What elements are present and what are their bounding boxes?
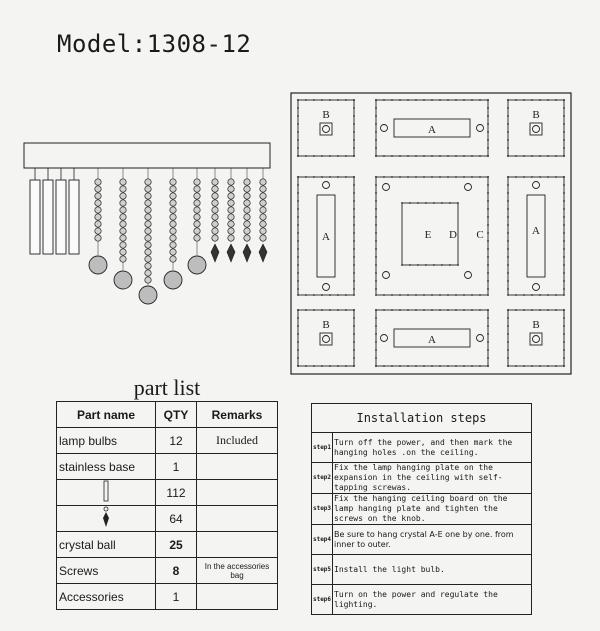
crystal-bead — [170, 207, 176, 213]
crystal-bead — [260, 221, 266, 227]
table-row — [57, 558, 278, 584]
part-qty: 64 — [156, 506, 197, 532]
crystal-bead — [145, 200, 151, 206]
part-qty: 8 — [156, 558, 197, 584]
crystal-bead — [194, 221, 200, 227]
part-name: lamp bulbs — [57, 428, 156, 454]
crystal-bead — [170, 235, 176, 241]
installation-steps-title: Installation steps — [312, 404, 532, 433]
step-text: Turn on the power and regulate the lighting. — [333, 585, 532, 615]
crystal-bead — [145, 221, 151, 227]
label-d: D — [449, 229, 457, 241]
mounting-hole — [323, 284, 330, 291]
crystal-ball — [139, 286, 157, 304]
crystal-bead — [95, 214, 101, 220]
crystal-bead — [95, 207, 101, 213]
crystal-bead — [145, 256, 151, 262]
table-row — [57, 532, 278, 558]
crystal-bead — [145, 270, 151, 276]
crystal-bead — [244, 207, 250, 213]
crystal-bead — [194, 200, 200, 206]
crystal-bead — [95, 235, 101, 241]
crystal-bead — [194, 235, 200, 241]
crystal-bead — [260, 193, 266, 199]
crystal-bead — [145, 179, 151, 185]
part-remarks — [197, 584, 278, 610]
crystal-bead — [120, 193, 126, 199]
crystal-ball — [164, 271, 182, 289]
ceiling-layout-diagram — [290, 92, 572, 375]
table-row — [57, 454, 278, 480]
step-number: step4 — [312, 525, 333, 555]
crystal-bead — [120, 249, 126, 255]
crystal-bead — [194, 228, 200, 234]
crystal-bead — [194, 193, 200, 199]
step-text: Install the light bulb. — [333, 555, 532, 585]
crystal-drop — [243, 244, 251, 262]
mounting-hole — [533, 126, 540, 133]
crystal-bead — [212, 179, 218, 185]
crystal-bar — [43, 180, 53, 254]
crystal-bead — [194, 207, 200, 213]
crystal-bead — [194, 214, 200, 220]
crystal-bead — [228, 186, 234, 192]
crystal-bead — [120, 186, 126, 192]
mounting-hole — [477, 125, 484, 132]
mounting-hole — [323, 126, 330, 133]
crystal-bead — [228, 207, 234, 213]
crystal-bead — [194, 186, 200, 192]
part-qty: 1 — [156, 584, 197, 610]
col-remarks: Remarks — [197, 402, 278, 428]
label-a: A — [428, 124, 436, 136]
crystal-bead — [120, 242, 126, 248]
mounting-hole — [533, 182, 540, 189]
crystal-bead — [95, 200, 101, 206]
step-number: step6 — [312, 585, 333, 615]
crystal-bead — [228, 179, 234, 185]
crystal-drop — [211, 244, 219, 262]
label-e: E — [424, 229, 432, 241]
crystal-bead — [244, 200, 250, 206]
label-c: C — [476, 229, 484, 241]
part-list-table — [56, 401, 278, 610]
crystal-strands — [30, 168, 267, 304]
col-part-name: Part name — [57, 402, 156, 428]
part-qty: 112 — [156, 480, 197, 506]
table-row — [57, 428, 278, 454]
crystal-bead — [170, 214, 176, 220]
crystal-bead — [170, 256, 176, 262]
label-a: A — [322, 231, 330, 243]
crystal-bead — [228, 200, 234, 206]
crystal-bead — [145, 207, 151, 213]
crystal-bead — [212, 186, 218, 192]
part-remarks: Included — [197, 428, 278, 454]
crystal-bead — [120, 256, 126, 262]
crystal-bead — [260, 235, 266, 241]
part-qty: 12 — [156, 428, 197, 454]
step-text: Fix the lamp hanging plate on the expansion in the ceiling with self-tapping screwas. — [333, 463, 532, 494]
part-remarks: In the accessories bag — [197, 558, 278, 584]
crystal-bead — [170, 193, 176, 199]
crystal-bead — [244, 193, 250, 199]
crystal-bar-icon — [57, 480, 156, 506]
part-name: crystal ball — [57, 532, 156, 558]
crystal-bar — [56, 180, 66, 254]
crystal-drop — [259, 244, 267, 262]
installation-steps — [311, 403, 532, 609]
part-remarks — [197, 506, 278, 532]
label-b: B — [532, 109, 540, 121]
label-a: A — [532, 225, 540, 237]
part-name: stainless base — [57, 454, 156, 480]
crystal-bead — [95, 193, 101, 199]
crystal-bead — [120, 214, 126, 220]
step-text: Be sure to hang crystal A-E one by one. from inner to outer. — [333, 525, 532, 555]
crystal-bead — [170, 200, 176, 206]
crystal-bead — [228, 228, 234, 234]
crystal-bead — [95, 221, 101, 227]
crystal-bead — [145, 193, 151, 199]
crystal-bead — [145, 242, 151, 248]
crystal-bead — [228, 221, 234, 227]
part-remarks — [197, 454, 278, 480]
crystal-bead — [145, 263, 151, 269]
crystal-bead — [244, 221, 250, 227]
crystal-bead — [260, 214, 266, 220]
crystal-bead — [145, 235, 151, 241]
crystal-bead — [228, 193, 234, 199]
crystal-bar — [69, 180, 79, 254]
crystal-bead — [260, 179, 266, 185]
mounting-hole — [383, 184, 390, 191]
crystal-ball — [188, 256, 206, 274]
crystal-bead — [120, 179, 126, 185]
crystal-bead — [244, 214, 250, 220]
crystal-bead — [170, 221, 176, 227]
step-number: step5 — [312, 555, 333, 585]
crystal-bead — [260, 186, 266, 192]
part-name: Screws — [57, 558, 156, 584]
crystal-bead — [120, 207, 126, 213]
crystal-bead — [145, 249, 151, 255]
crystal-bead — [212, 207, 218, 213]
stainless-base-drawing — [24, 143, 270, 168]
mounting-hole — [477, 335, 484, 342]
table-row — [57, 506, 278, 532]
label-b: B — [532, 319, 540, 331]
crystal-bead — [244, 228, 250, 234]
step-number: step3 — [312, 494, 333, 525]
mounting-hole — [465, 272, 472, 279]
step-row — [312, 585, 532, 615]
mounting-hole — [383, 272, 390, 279]
crystal-bead — [212, 228, 218, 234]
mounting-hole — [465, 184, 472, 191]
crystal-bead — [212, 221, 218, 227]
step-row — [312, 433, 532, 463]
crystal-bead — [260, 228, 266, 234]
crystal-bead — [260, 200, 266, 206]
crystal-bead — [194, 179, 200, 185]
step-row — [312, 494, 532, 525]
label-b: B — [322, 319, 330, 331]
crystal-bead — [228, 235, 234, 241]
crystal-bead — [120, 200, 126, 206]
part-remarks — [197, 480, 278, 506]
mounting-hole — [323, 182, 330, 189]
crystal-ball — [114, 271, 132, 289]
mounting-hole — [323, 336, 330, 343]
mounting-hole — [381, 335, 388, 342]
crystal-bar — [30, 180, 40, 254]
part-list-title: part list — [133, 375, 201, 400]
crystal-bead — [170, 179, 176, 185]
crystal-bead — [120, 221, 126, 227]
col-qty: QTY — [156, 402, 197, 428]
crystal-bead — [120, 228, 126, 234]
part-qty: 1 — [156, 454, 197, 480]
model-title: Model:1308-12 — [57, 30, 252, 58]
crystal-drop — [227, 244, 235, 262]
step-number: step2 — [312, 463, 333, 494]
crystal-bead — [95, 228, 101, 234]
crystal-bead — [95, 179, 101, 185]
crystal-bead — [95, 186, 101, 192]
step-text: Fix the hanging ceiling board on the lamp hanging plate and tighten the screws on the knob. — [333, 494, 532, 525]
part-qty: 25 — [156, 532, 197, 558]
part-remarks — [197, 532, 278, 558]
step-text: Turn off the power, and then mark the hanging holes .on the ceiling. — [333, 433, 532, 463]
crystal-bead — [170, 242, 176, 248]
step-row — [312, 463, 532, 494]
crystal-bead — [120, 235, 126, 241]
crystal-bead — [170, 186, 176, 192]
label-a: A — [428, 334, 436, 346]
crystal-bead — [212, 200, 218, 206]
crystal-bead — [212, 193, 218, 199]
table-row — [57, 480, 278, 506]
step-row — [312, 525, 532, 555]
label-b: B — [322, 109, 330, 121]
crystal-bead — [145, 186, 151, 192]
crystal-bead — [244, 235, 250, 241]
part-name: Accessories — [57, 584, 156, 610]
part-list — [56, 375, 278, 615]
crystal-ball — [89, 256, 107, 274]
mounting-hole — [533, 284, 540, 291]
table-row — [57, 584, 278, 610]
part-list-header — [57, 402, 278, 428]
step-number: step1 — [312, 433, 333, 463]
crystal-bead — [212, 214, 218, 220]
crystal-bead — [212, 235, 218, 241]
crystal-bead — [145, 228, 151, 234]
step-row — [312, 555, 532, 585]
crystal-bead — [260, 207, 266, 213]
crystal-bead — [170, 249, 176, 255]
installation-steps-table — [311, 403, 532, 615]
crystal-bead — [145, 214, 151, 220]
mounting-hole — [533, 336, 540, 343]
fixture-side-view — [20, 140, 280, 305]
crystal-bead — [170, 228, 176, 234]
crystal-bead — [244, 179, 250, 185]
crystal-bead — [228, 214, 234, 220]
crystal-bead — [145, 277, 151, 283]
crystal-bead — [244, 186, 250, 192]
mounting-hole — [381, 125, 388, 132]
crystal-drop-icon — [57, 506, 156, 532]
